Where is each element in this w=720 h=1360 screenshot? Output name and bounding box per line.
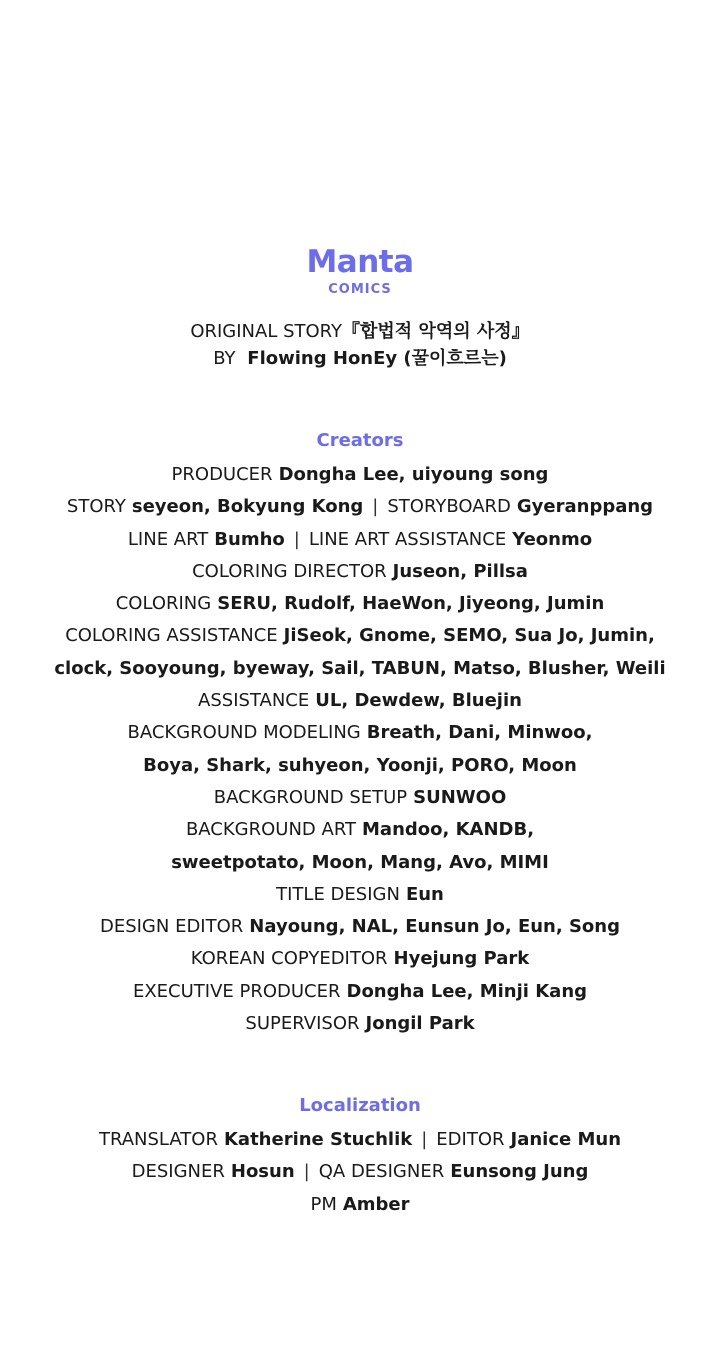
credit-name: JiSeok, Gnome, SEMO, Sua Jo, Jumin, — [283, 625, 655, 647]
credit-name: clock, Sooyoung, byeway, Sail, TABUN, Matso, Blusher, Weili — [54, 657, 666, 679]
credit-line-producer — [0, 459, 720, 491]
role-label: BACKGROUND SETUP — [213, 786, 408, 808]
credit-line-bg-modeling-cont — [0, 750, 720, 782]
credit-name: Nayoung, NAL, Eunsun Jo, Eun, Song — [249, 916, 621, 938]
author-line — [0, 345, 720, 372]
credit-name: Jongil Park — [365, 1013, 475, 1035]
role-label: STORYBOARD — [387, 496, 511, 518]
role-label: BACKGROUND ART — [185, 819, 357, 841]
credit-line-coloring-assistance — [0, 620, 720, 652]
role-label: KOREAN COPYEDITOR — [190, 948, 388, 970]
role-label: PM — [310, 1193, 337, 1215]
creators-heading: Creators — [316, 430, 404, 451]
credit-line-designer — [0, 1156, 720, 1188]
original-story-line — [0, 318, 720, 345]
role-label: LINE ART ASSISTANCE — [308, 528, 507, 550]
credit-name: Juseon, Pillsa — [392, 560, 528, 582]
credit-name: Eunsong Jung — [450, 1161, 589, 1183]
credit-line-pm — [0, 1189, 720, 1221]
localization-list — [0, 1124, 720, 1221]
original-story-title: 『합법적 악역의 사정』 — [342, 321, 530, 342]
role-label: LINE ART — [127, 528, 209, 550]
role-label: STORY — [66, 496, 126, 518]
role-label: DESIGNER — [131, 1161, 225, 1183]
separator: | — [372, 496, 379, 518]
role-label: TRANSLATOR — [98, 1129, 218, 1150]
credit-name: UL, Dewdew, Bluejin — [315, 690, 522, 712]
manta-comics-logo — [0, 244, 720, 298]
credit-name: Breath, Dani, Minwoo, — [366, 722, 593, 744]
credit-line-bg-modeling — [0, 717, 720, 749]
logo-wordmark: Manta — [306, 244, 414, 280]
localization-heading: Localization — [299, 1095, 421, 1116]
credit-name: Eun — [405, 883, 444, 905]
by-label: BY — [213, 348, 236, 369]
credit-line-coloring-director — [0, 556, 720, 588]
credit-name: Gyeranppang — [516, 496, 654, 518]
credit-line-exec-producer — [0, 976, 720, 1008]
credit-line-lineart — [0, 524, 720, 556]
credit-name: Janice Mun — [510, 1129, 622, 1150]
separator: | — [303, 1161, 310, 1183]
role-label: COLORING — [115, 593, 212, 615]
credit-line-story — [0, 491, 720, 523]
credit-line-coloring — [0, 588, 720, 620]
credit-line-title-design — [0, 879, 720, 911]
role-label: EDITOR — [436, 1129, 505, 1150]
credit-name: Boya, Shark, suhyeon, Yoonji, PORO, Moon — [143, 754, 577, 776]
separator: | — [293, 528, 300, 550]
role-label: EXECUTIVE PRODUCER — [132, 980, 341, 1002]
credit-name: Yeonmo — [512, 528, 593, 550]
credit-line-assistance — [0, 685, 720, 717]
credit-name: Mandoo, KANDB, — [362, 819, 535, 841]
original-story-block — [0, 318, 720, 372]
credit-line-korean-copyeditor — [0, 943, 720, 975]
credit-line-supervisor — [0, 1008, 720, 1040]
logo-subtitle: COMICS — [328, 282, 392, 297]
role-label: BACKGROUND MODELING — [127, 722, 361, 744]
credit-name: Dongha Lee, Minji Kang — [346, 980, 588, 1002]
separator: | — [421, 1129, 428, 1150]
role-label: TITLE DESIGN — [276, 883, 400, 905]
role-label: COLORING ASSISTANCE — [65, 625, 278, 647]
credit-name: sweetpotato, Moon, Mang, Avo, MIMI — [171, 851, 549, 873]
credit-name: Dongha Lee, uiyoung song — [278, 464, 549, 485]
credit-name: seyeon, Bokyung Kong — [131, 496, 364, 518]
credit-line-bg-art-cont — [0, 847, 720, 879]
role-label: DESIGN EDITOR — [99, 916, 244, 938]
role-label: QA DESIGNER — [318, 1161, 445, 1183]
credit-name: Bumho — [214, 528, 285, 550]
role-label: PRODUCER — [171, 464, 273, 485]
credit-line-bg-setup — [0, 782, 720, 814]
credit-name: Hosun — [230, 1161, 295, 1183]
credit-name: SERU, Rudolf, HaeWon, Jiyeong, Jumin — [217, 593, 605, 615]
author-name: Flowing HonEy (꿀이흐르는) — [247, 348, 507, 369]
credit-name: Hyejung Park — [393, 948, 530, 970]
role-label: SUPERVISOR — [245, 1013, 360, 1035]
credit-name: Katherine Stuchlik — [223, 1129, 413, 1150]
credit-name: Amber — [342, 1193, 410, 1215]
original-story-label: ORIGINAL STORY — [190, 321, 343, 342]
credit-line-bg-art — [0, 814, 720, 846]
role-label: ASSISTANCE — [198, 690, 310, 712]
role-label: COLORING DIRECTOR — [192, 560, 387, 582]
credit-line-coloring-assistance-cont — [0, 653, 720, 685]
credit-line-translator — [0, 1124, 720, 1156]
credit-line-design-editor — [0, 911, 720, 943]
credit-name: SUNWOO — [413, 786, 507, 808]
creators-list — [0, 459, 720, 1040]
